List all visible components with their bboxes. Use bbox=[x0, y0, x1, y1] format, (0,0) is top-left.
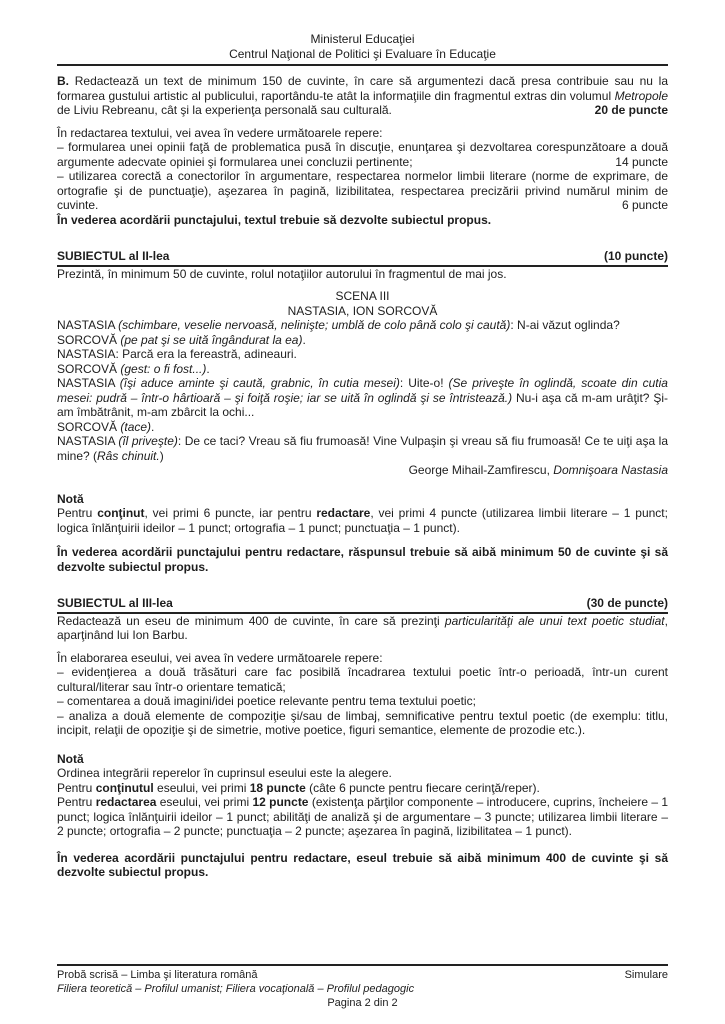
guideline-points: 6 puncte bbox=[616, 198, 668, 213]
subject-2-note-label: Notă bbox=[57, 491, 84, 506]
subject-3-points: (30 de puncte) bbox=[586, 596, 668, 610]
part-b-statement-text bbox=[57, 74, 668, 117]
text-segment: Redactează un eseu de minimum 400 de cuvinte, în care să prezinţi bbox=[57, 613, 445, 628]
text-segment: SORCOVĂ bbox=[57, 361, 121, 376]
text-segment: , aparţinând lui Ion Barbu. bbox=[57, 613, 668, 642]
text-segment: Metropole bbox=[614, 88, 668, 103]
subject-3-note-line-3 bbox=[57, 795, 668, 839]
subject-3-guideline-3: – analiza a două elemente de compoziţie şi/sau de limbaj, semnificative pentru textul poetic (de exemplu: titlu, incipit, relaţii de opoziţie şi de simetrie, motive poetice, figuri semantice, elemente de prozodie etc.). bbox=[57, 708, 668, 737]
dialogue-line bbox=[57, 362, 668, 377]
dialogue-line bbox=[57, 376, 668, 420]
text-segment: de Liviu Rebreanu, cât şi la experienţa personală sau culturală. bbox=[57, 103, 392, 117]
subject-2-task: Prezintă, în minimum 50 de cuvinte, rolul notaţiilor autorului în fragmentul de mai jos. bbox=[57, 266, 507, 281]
subject-2-heading bbox=[57, 249, 668, 267]
dialogue-line bbox=[57, 434, 668, 463]
text-segment: NASTASIA: Parcă era la fereastră, adineauri. bbox=[57, 347, 297, 361]
guideline-text: – utilizarea corectă a conectorilor în argumentare, respectarea normelor limbii literare (norme de exprimare, de ortografie şi de punctuaţie), aşezarea în pagină, lizibilitatea, respectarea precizării privind numărul minim de cuvinte. bbox=[57, 169, 668, 212]
text-segment: Pentru bbox=[57, 506, 98, 520]
subject-2-closing-note: În vederea acordării punctajului pentru redactare, răspunsul trebuie să aibă minimum 50 de cuvinte şi să dezvolte subiectul propus. bbox=[57, 545, 668, 574]
subject-3-closing-note: În vederea acordării punctajului pentru redactare, eseul trebuie să aibă minimum 400 de cuvinte şi să dezvolte subiectul propus. bbox=[57, 850, 668, 879]
part-b-points: 20 de puncte bbox=[589, 103, 668, 118]
subject-2-note-text bbox=[57, 506, 668, 535]
text-segment: SORCOVĂ bbox=[57, 332, 121, 347]
text-segment: conţinut bbox=[97, 506, 145, 520]
guideline-text: – formularea unei opinii faţă de problematica pusă în discuţie, enunţarea şi dezvoltarea corespunzătoare a două argumente adecvate opiniei şi formularea unei concluzii pertinente; bbox=[57, 140, 668, 169]
text-segment: conţinutul bbox=[95, 780, 154, 795]
text-segment: B. bbox=[57, 74, 69, 88]
text-segment: Pentru bbox=[57, 780, 96, 795]
text-segment: 18 puncte bbox=[249, 780, 306, 795]
text-segment: Domnişoara Nastasia bbox=[553, 463, 668, 477]
subject-3-guideline-1: – evidenţierea a două trăsături care fac posibilă încadrarea textului poetic într-o perioadă, într-un curent cultural/literar sau într-o orientare tematică; bbox=[57, 665, 668, 694]
text-segment: Pentru bbox=[57, 795, 96, 809]
text-segment: , vei primi 4 puncte (utilizarea limbii literare – 1 punct; logica înlănţuirii ideilor – 1 punct; ortografia – 1 punct; punctuaţia – 1 punct). bbox=[57, 506, 668, 535]
text-segment: Nu-i aşa că m-am urâţit? Şi-am îmbătrânit, m-am zbârcit la ochi... bbox=[57, 390, 668, 419]
text-segment: NASTASIA bbox=[57, 434, 119, 448]
subject-3-note-line-2 bbox=[57, 781, 668, 796]
dialogue-line bbox=[57, 420, 668, 435]
part-b-statement bbox=[57, 74, 668, 118]
footer-profile: Filiera teoretică – Profilul umanist; Filiera vocaţională – Profilul pedagogic bbox=[57, 983, 415, 995]
subject-3-note-label: Notă bbox=[57, 751, 84, 766]
subject-3-guideline-2: – comentarea a două imagini/idei poetice relevante pentru tema textului poetic; bbox=[57, 694, 476, 708]
subject-2-title: SUBIECTUL al II-lea bbox=[57, 249, 170, 263]
footer-page-number: Pagina 2 din 2 bbox=[327, 997, 398, 1009]
text-segment: SORCOVĂ bbox=[57, 419, 121, 434]
text-segment: eseului, vei primi bbox=[156, 795, 253, 809]
text-segment: . bbox=[302, 332, 306, 347]
document-header bbox=[57, 32, 668, 66]
text-segment: (Se priveşte în oglindă, scoate din cutia mesei: pudră – într-o hârtioară – şi foiţă roşie; iar se uită în oglindă şi se întristează.) bbox=[57, 376, 668, 405]
text-segment: ) bbox=[159, 448, 164, 463]
text-segment: (câte 6 puncte pentru fiecare cerinţă/reper). bbox=[305, 780, 540, 795]
dialogue-line bbox=[57, 333, 668, 348]
subject-2-points: (10 puncte) bbox=[603, 249, 668, 263]
text-segment: particularităţi ale unui text poetic studiat bbox=[444, 613, 665, 628]
text-segment: (pe pat şi se uită îngândurat la ea) bbox=[120, 332, 303, 347]
text-segment: eseului, vei primi bbox=[153, 780, 250, 795]
text-segment: : De ce taci? Vreau să fiu frumoasă! Vine Vulpaşin şi vreau să fiu frumoasă! Ce te uiţi aşa la mine? ( bbox=[57, 434, 669, 463]
text-segment: (schimbare, veselie nervoasă, nelinişte; umblă de colo până colo şi caută) bbox=[118, 318, 511, 332]
subject-3-heading bbox=[57, 596, 668, 614]
text-segment: redactare bbox=[316, 506, 371, 520]
ministry-name: Ministerul Educaţiei bbox=[310, 32, 415, 46]
text-segment: . bbox=[206, 361, 210, 376]
part-b-guideline-1 bbox=[57, 140, 668, 169]
text-segment: (tace) bbox=[120, 419, 152, 434]
part-b-guidelines-intro: În redactarea textului, vei avea în vedere următoarele repere: bbox=[57, 125, 383, 140]
text-segment: (îşi aduce aminte şi caută, grabnic, în cutia mesei) bbox=[119, 376, 400, 390]
text-segment: , vei primi 6 puncte, iar pentru bbox=[144, 506, 317, 520]
scene-title: SCENA III bbox=[335, 289, 390, 303]
text-segment: NASTASIA bbox=[57, 318, 119, 332]
text-segment: (existenţa părţilor componente – introducere, cuprins, încheiere – 1 punct; logica înlănţuirii ideilor – 1 punct; abilităţi de analiză şi de argumentare – 3 puncte; utilizarea limbii literare – 2 puncte; ortografia – 2 puncte; punctuaţia – 2 puncte; aşezarea în pagină, lizibilitatea – 1 punct). bbox=[57, 795, 669, 838]
part-b-guideline-2 bbox=[57, 169, 668, 213]
scene-characters: NASTASIA, ION SORCOVĂ bbox=[287, 303, 438, 318]
text-segment: redactarea bbox=[95, 795, 157, 809]
subject-3-note-line-1: Ordinea integrării reperelor în cuprinsul eseului este la alegere. bbox=[57, 766, 392, 780]
text-segment: . bbox=[151, 419, 155, 434]
text-segment: NASTASIA bbox=[57, 376, 120, 390]
subject-3-guidelines-intro: În elaborarea eseului, vei avea în vedere următoarele repere: bbox=[57, 650, 383, 665]
text-segment: (gest: o fi fost...) bbox=[120, 361, 207, 376]
footer-row bbox=[57, 968, 668, 982]
text-segment: (îl priveşte) bbox=[118, 434, 178, 448]
footer-exam-name: Probă scrisă – Limba şi literatura română bbox=[57, 969, 258, 981]
guideline-points: 14 puncte bbox=[609, 155, 668, 170]
text-segment: Râs chinuit. bbox=[97, 448, 160, 463]
dialogue-line bbox=[57, 318, 668, 333]
fragment-attribution bbox=[57, 463, 668, 478]
dialogue-line bbox=[57, 347, 668, 362]
center-name: Centrul Naţional de Politici şi Evaluare în Educaţie bbox=[229, 46, 496, 61]
footer-session: Simulare bbox=[624, 969, 668, 981]
text-segment: 12 puncte bbox=[252, 795, 309, 809]
part-b-closing-note: În vederea acordării punctajului, textul trebuie să dezvolte subiectul propus. bbox=[57, 212, 492, 227]
text-segment: George Mihail-Zamfirescu, bbox=[408, 463, 554, 477]
text-segment: : Uite-o! bbox=[399, 376, 449, 390]
text-segment: : N-ai văzut oglinda? bbox=[510, 318, 620, 332]
page-footer bbox=[57, 964, 668, 1010]
subject-3-title: SUBIECTUL al III-lea bbox=[57, 596, 173, 610]
subject-3-task bbox=[57, 614, 668, 643]
text-segment: Redactează un text de minimum 150 de cuvinte, în care să argumentezi dacă presa contribuie sau nu la formarea gustului artistic al publicului, raportându-te atât la informaţiile din fragmentul extras din volumul bbox=[57, 74, 668, 103]
